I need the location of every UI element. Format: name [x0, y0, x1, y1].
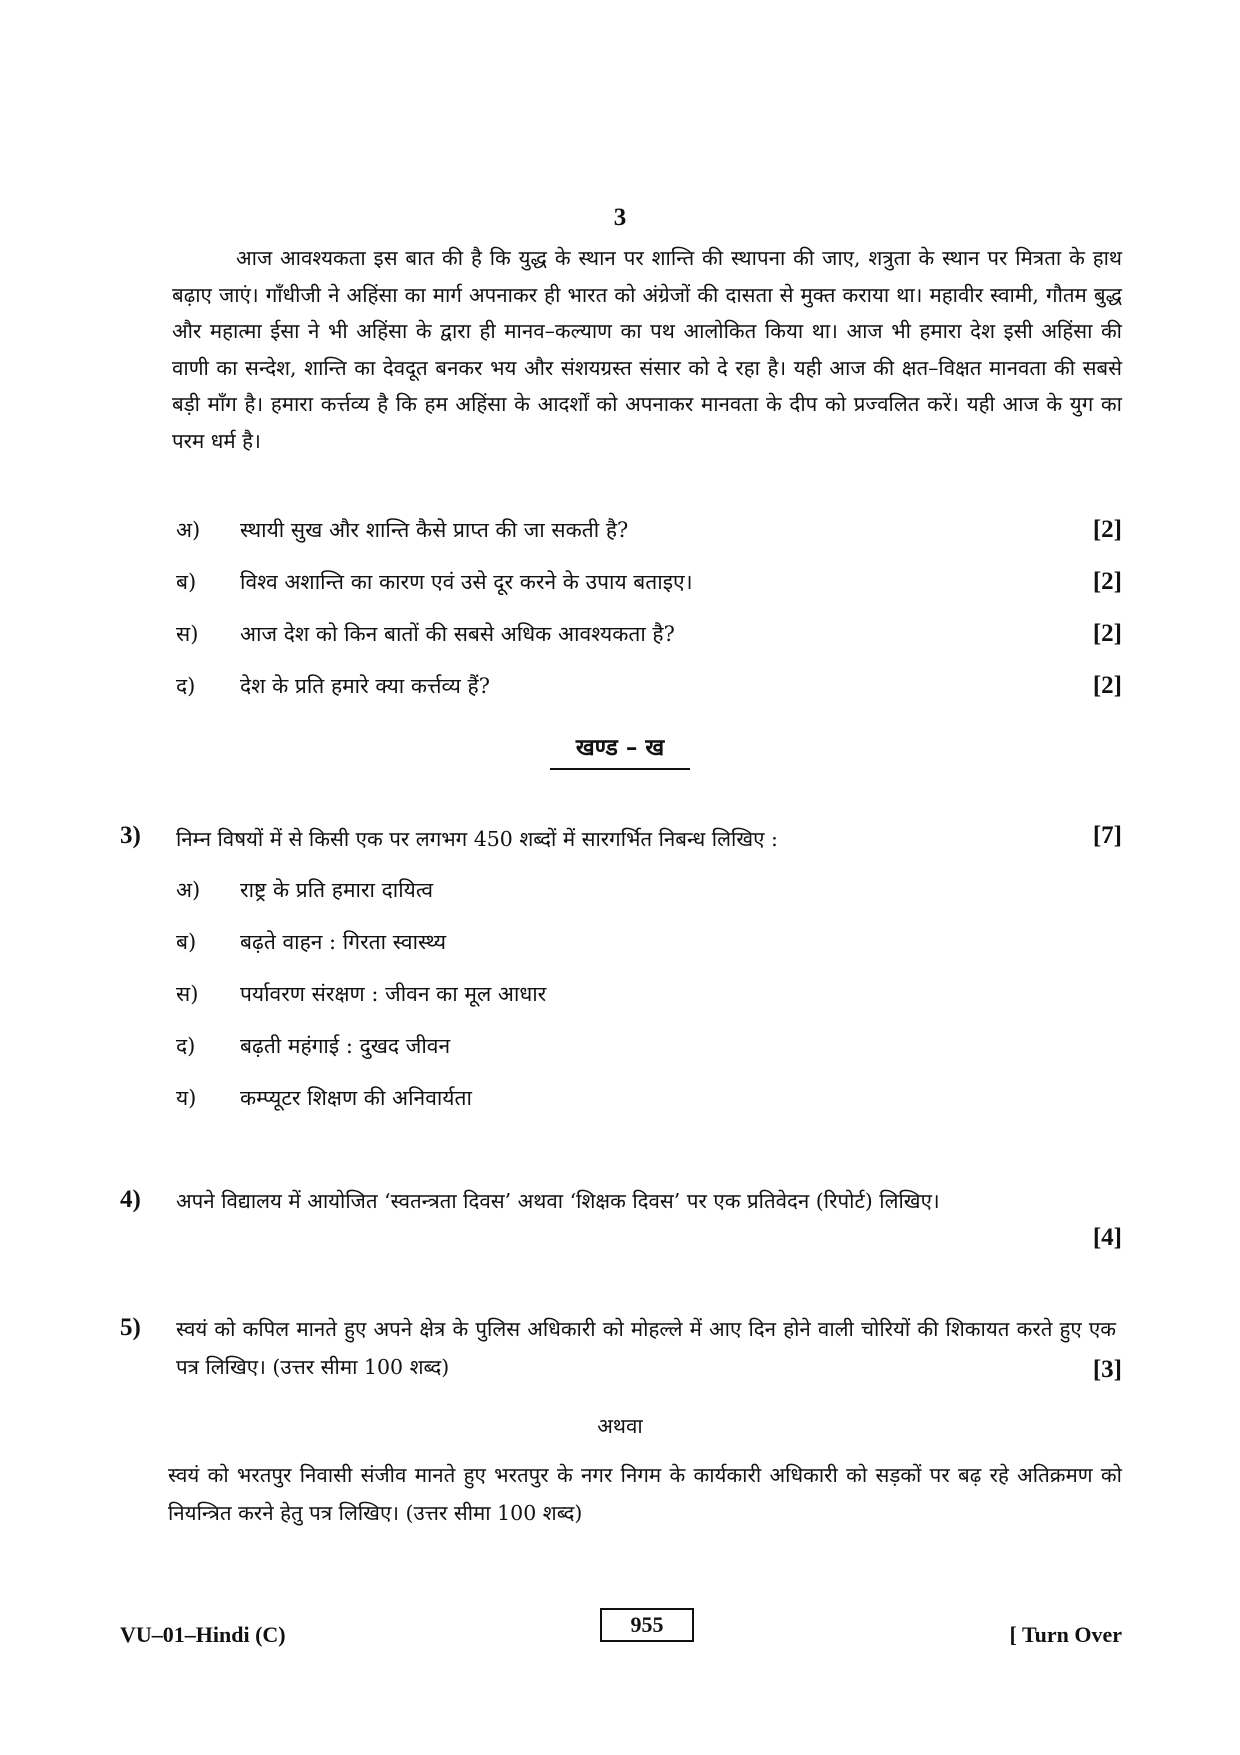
- option-text: बढ़ते वाहन : गिरता स्वास्थ्य: [240, 930, 447, 954]
- page-number: 3: [613, 204, 627, 231]
- option-text: कम्प्यूटर शिक्षण की अनिवार्यता: [240, 1086, 472, 1110]
- essay-option: [176, 976, 976, 1012]
- question-marks: [3]: [1092, 1356, 1122, 1383]
- question-text: अपने विद्यालय में आयोजित ‘स्वतन्त्रता दिवस’ अथवा ‘शिक्षक दिवस’ पर एक प्रतिवेदन (रिपोर्ट) लिखिए।: [176, 1189, 940, 1213]
- option-label: अ): [176, 878, 201, 902]
- passage-question: [172, 616, 1122, 652]
- option-label: य): [176, 1086, 197, 1110]
- question-marks: [7]: [1092, 822, 1122, 849]
- alternate-question-text: स्वयं को भरतपुर निवासी संजीव मानते हुए भरतपुर के नगर निगम के कार्यकारी अधिकारी को सड़कों पर बढ़ रहे अतिक्रमण को नियन्त्रित करने हेतु पत्र लिखिए। (उत्तर सीमा 100 शब्द): [168, 1463, 1122, 1525]
- or-label: अथवा: [597, 1414, 643, 1438]
- option-text: बढ़ती महंगाई : दुखद जीवन: [240, 1034, 451, 1058]
- question-number: 5): [120, 1314, 141, 1341]
- essay-option: [176, 1028, 976, 1064]
- essay-option: [176, 872, 976, 908]
- question-text: विश्व अशान्ति का कारण एवं उसे दूर करने के उपाय बताइए।: [240, 570, 693, 594]
- question-label: ब): [176, 570, 197, 594]
- question-number: 4): [120, 1186, 141, 1213]
- question-marks: [2]: [1092, 568, 1122, 595]
- option-label: द): [176, 1034, 196, 1058]
- passage-text: आज आवश्यकता इस बात की है कि युद्ध के स्थान पर शान्ति की स्थापना की जाए, शत्रुता के स्थान पर मित्रता के हाथ बढ़ाए जाएं। गाँधीजी ने अहिंसा का मार्ग अपनाकर ही भारत को अंग्रेजों की दासता से मुक्त कराया था। महावीर स्वामी, गौतम बुद्ध और महात्मा ईसा ने भी अहिंसा के द्वारा ही मानव–कल्याण का पथ आलोकित किया था। आज भी हमारा देश इसी अहिंसा की वाणी का सन्देश, शान्ति का देवदूत बनकर भय और संशयग्रस्त संसार को दे रहा है। यही आज की क्षत–विक्षत मानवता की सबसे बड़ी माँग है। हमारा कर्त्तव्य है कि हम अहिंसा के आदर्शों को अपनाकर मानवता के दीप को प्रज्वलित करें। यही आज के युग का परम धर्म है।: [172, 246, 1122, 453]
- question-label: द): [176, 674, 196, 698]
- passage-question: [172, 668, 1122, 704]
- question-text: आज देश को किन बातों की सबसे अधिक आवश्यकता है?: [240, 622, 675, 646]
- question-text: स्थायी सुख और शान्ति कैसे प्राप्त की जा सकती है?: [240, 518, 629, 542]
- option-label: स): [176, 982, 199, 1006]
- passage-question: [172, 564, 1122, 600]
- question-text: निम्न विषयों में से किसी एक पर लगभग 450 शब्दों में सारगर्भित निबन्ध लिखिए :: [176, 827, 778, 851]
- option-label: ब): [176, 930, 197, 954]
- serial-number-box: 955: [600, 1608, 694, 1642]
- section-title: खण्ड – ख: [550, 728, 690, 770]
- question-number: 3): [120, 822, 141, 849]
- question-marks: [2]: [1092, 516, 1122, 543]
- essay-option: [176, 924, 976, 960]
- question-label: स): [176, 622, 199, 646]
- passage-question: [172, 512, 1122, 548]
- turn-over-label: [ Turn Over: [1009, 1622, 1122, 1647]
- question-text: स्वयं को कपिल मानते हुए अपने क्षेत्र के पुलिस अधिकारी को मोहल्ले में आए दिन होने वाली चोरियों की शिकायत करते हुए एक पत्र लिखिए। (उत्तर सीमा 100 शब्द): [176, 1317, 1116, 1379]
- question-text: देश के प्रति हमारे क्या कर्त्तव्य हैं?: [240, 674, 490, 698]
- option-text: राष्ट्र के प्रति हमारा दायित्व: [240, 878, 434, 902]
- question-marks: [2]: [1092, 672, 1122, 699]
- paper-code: VU–01–Hindi (C): [120, 1622, 286, 1647]
- question-marks: [4]: [1092, 1224, 1122, 1251]
- question-marks: [2]: [1092, 620, 1122, 647]
- option-text: पर्यावरण संरक्षण : जीवन का मूल आधार: [240, 982, 547, 1006]
- question-label: अ): [176, 518, 201, 542]
- essay-option: [176, 1080, 976, 1116]
